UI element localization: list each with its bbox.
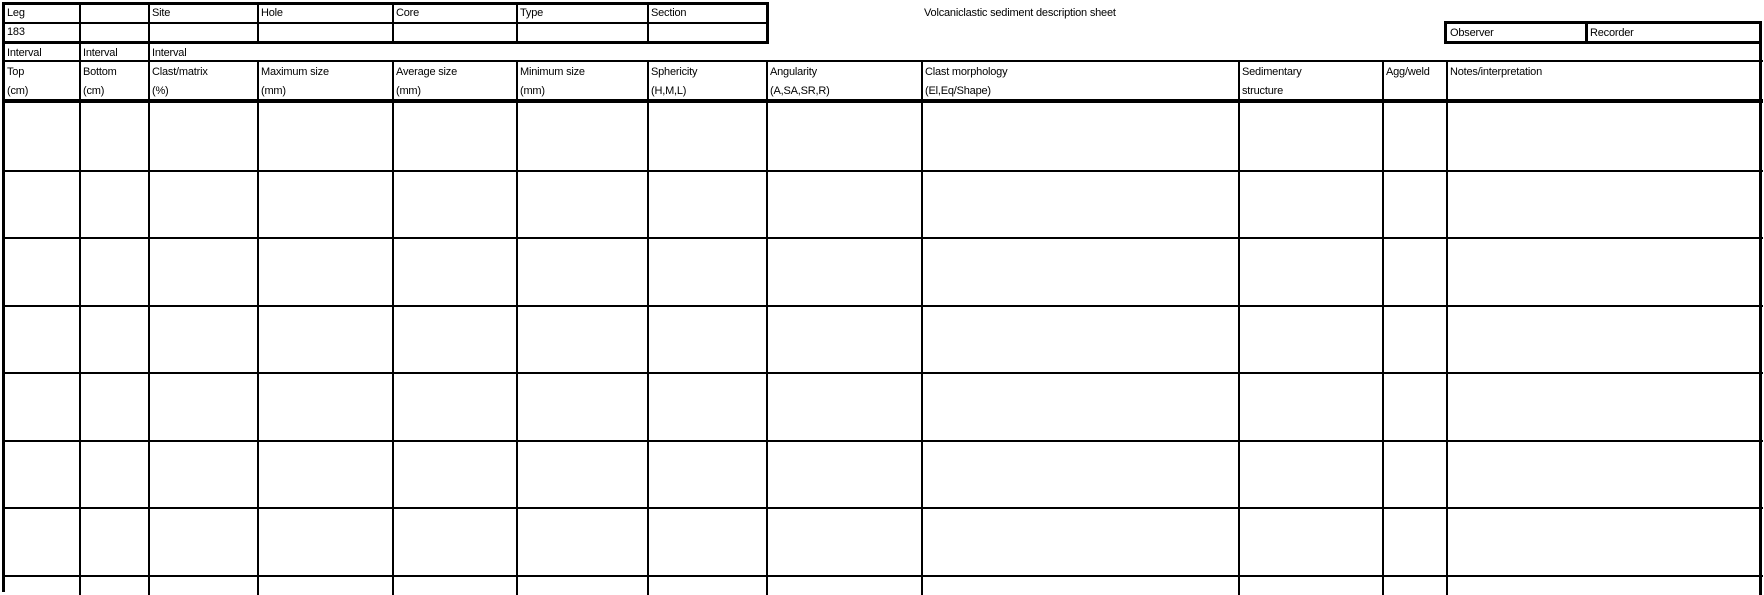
entry-cell[interactable] [260,374,391,438]
entry-cell[interactable] [6,172,78,236]
entry-cell[interactable] [924,509,1237,573]
col-0-unit: (cm) [7,85,29,97]
entry-cell[interactable] [769,509,920,573]
sheet-left-border [2,2,5,592]
id-block-right-border [766,2,769,44]
column-divider [392,62,394,595]
column-divider [148,62,150,595]
col-0-header: Top [7,66,25,78]
label-site: Site [152,7,171,19]
value-leg: 183 [7,26,25,38]
entry-cell[interactable] [650,172,765,236]
entry-cell[interactable] [924,577,1237,595]
col-6-header: Sphericity [651,66,698,78]
entry-cell[interactable] [1385,442,1445,506]
entry-cell[interactable] [260,442,391,506]
entry-cell[interactable] [519,104,646,168]
entry-cell[interactable] [924,104,1237,168]
entry-cell[interactable] [151,239,256,303]
entry-cell[interactable] [151,172,256,236]
label-leg: Leg [7,7,25,19]
field-type[interactable] [519,25,644,40]
recorder-box-right [1759,21,1762,44]
entry-cell[interactable] [769,104,920,168]
col-2-header: Clast/matrix [152,66,208,78]
column-divider [1238,62,1240,595]
entry-cell[interactable] [6,577,78,595]
entry-cell[interactable] [769,374,920,438]
col-3-header: Maximum size [261,66,329,78]
entry-cell[interactable] [1241,442,1381,506]
entry-cell[interactable] [1385,239,1445,303]
entry-cell[interactable] [151,374,256,438]
entry-cell[interactable] [1241,172,1381,236]
entry-cell[interactable] [6,239,78,303]
entry-cell[interactable] [82,374,147,438]
entry-cell[interactable] [924,239,1237,303]
entry-cell[interactable] [1241,374,1381,438]
entry-cell[interactable] [650,104,765,168]
col-8-unit: (El,Eq/Shape) [925,85,991,97]
header-band-bottom [2,99,1763,103]
column-divider [79,62,81,595]
column-divider [921,62,923,595]
field-section[interactable] [650,25,763,40]
entry-cell[interactable] [6,442,78,506]
entry-cell[interactable] [260,172,391,236]
entry-cell[interactable] [82,307,147,371]
entry-cell[interactable] [1385,172,1445,236]
label-core: Core [396,7,420,19]
col-1-header: Bottom [83,66,117,78]
id-block-divider [647,4,649,42]
id-block-mid-line [2,22,768,24]
label-type: Type [520,7,544,19]
label-hole: Hole [261,7,283,19]
col-4-header: Average size [396,66,457,78]
label-section: Section [651,7,687,19]
entry-cell[interactable] [1449,104,1760,168]
entry-cell[interactable] [395,104,515,168]
id-block-divider [392,4,394,42]
entry-cell[interactable] [82,239,147,303]
column-divider [257,62,259,595]
entry-cell[interactable] [395,307,515,371]
entry-cell[interactable] [1385,374,1445,438]
entry-cell[interactable] [1449,307,1760,371]
entry-cell[interactable] [924,307,1237,371]
entry-cell[interactable] [1449,509,1760,573]
col-9-unit: structure [1242,85,1283,97]
entry-cell[interactable] [1385,104,1445,168]
col-5-unit: (mm) [520,85,545,97]
entry-cell[interactable] [1241,307,1381,371]
entry-cell[interactable] [769,172,920,236]
entry-cell[interactable] [769,307,920,371]
entry-cell[interactable] [1241,239,1381,303]
id-block-divider [257,4,259,42]
col-2-group-label: Interval [152,47,187,59]
column-divider [766,62,768,595]
entry-cell[interactable] [1449,374,1760,438]
entry-cell[interactable] [650,442,765,506]
col-7-header: Angularity [770,66,817,78]
col-0-group-label: Interval [7,47,42,59]
field-core[interactable] [395,25,513,40]
entry-cell[interactable] [519,374,646,438]
col-11-header: Notes/interpretation [1450,66,1542,78]
entry-cell[interactable] [395,239,515,303]
entry-cell[interactable] [650,577,765,595]
entry-cell[interactable] [395,509,515,573]
column-divider [516,62,518,595]
field-hole[interactable] [260,25,389,40]
entry-cell[interactable] [650,509,765,573]
observer-box-bottom [1444,41,1762,44]
col-5-header: Minimum size [520,66,585,78]
entry-cell[interactable] [1449,239,1760,303]
field-site[interactable] [151,25,254,40]
entry-cell[interactable] [260,509,391,573]
entry-cell[interactable] [1385,307,1445,371]
entry-cell[interactable] [650,374,765,438]
col-9-header: Sedimentary [1242,66,1302,78]
entry-cell[interactable] [1241,509,1381,573]
entry-cell[interactable] [151,307,256,371]
col-7-unit: (A,SA,SR,R) [770,85,830,97]
interval-divider [148,44,150,62]
entry-cell[interactable] [924,172,1237,236]
entry-cell[interactable] [769,442,920,506]
col-6-unit: (H,M,L) [651,85,687,97]
entry-cell[interactable] [151,577,256,595]
col-2-unit: (%) [152,85,169,97]
entry-cell[interactable] [260,239,391,303]
entry-cell[interactable] [6,307,78,371]
entry-cell[interactable] [260,307,391,371]
entry-cell[interactable] [1241,104,1381,168]
entry-cell[interactable] [6,374,78,438]
col-4-unit: (mm) [396,85,421,97]
observer-field[interactable] [1447,24,1585,41]
observer-label: Observer [1450,27,1494,39]
column-divider [647,62,649,595]
col-1-group-label: Interval [83,47,118,59]
entry-cell[interactable] [519,577,646,595]
column-divider [1382,62,1384,595]
entry-cell[interactable] [924,374,1237,438]
entry-cell[interactable] [82,172,147,236]
entry-cell[interactable] [769,239,920,303]
entry-cell[interactable] [924,442,1237,506]
entry-cell[interactable] [1449,442,1760,506]
entry-cell[interactable] [395,442,515,506]
entry-cell[interactable] [519,239,646,303]
col-10-header: Agg/weld [1386,66,1430,78]
column-divider [1446,62,1448,595]
entry-cell[interactable] [82,577,147,595]
entry-cell[interactable] [260,577,391,595]
header-band-line [2,60,1763,62]
entry-cell[interactable] [519,307,646,371]
entry-cell[interactable] [1449,172,1760,236]
entry-cell[interactable] [1449,577,1760,595]
entry-cell[interactable] [260,104,391,168]
entry-cell[interactable] [519,442,646,506]
entry-cell[interactable] [395,577,515,595]
col-8-header: Clast morphology [925,66,1008,78]
entry-cell[interactable] [650,239,765,303]
recorder-field[interactable] [1588,24,1759,41]
id-block-divider [516,4,518,42]
entry-cell[interactable] [151,509,256,573]
col-1-unit: (cm) [83,85,105,97]
entry-cell[interactable] [1241,577,1381,595]
entry-cell[interactable] [6,104,78,168]
entry-cell[interactable] [6,509,78,573]
recorder-label: Recorder [1590,27,1634,39]
entry-cell[interactable] [1385,509,1445,573]
id-block-divider [148,4,150,42]
entry-cell[interactable] [82,509,147,573]
field-blank[interactable] [82,25,145,40]
entry-cell[interactable] [395,374,515,438]
interval-divider [79,44,81,62]
entry-cell[interactable] [82,104,147,168]
id-block-divider [79,4,81,42]
id-block-bottom-border [2,41,768,44]
entry-cell[interactable] [151,442,256,506]
entry-cell[interactable] [769,577,920,595]
col-3-unit: (mm) [261,85,286,97]
entry-cell[interactable] [82,442,147,506]
id-block-top-border [2,2,768,5]
entry-cell[interactable] [395,172,515,236]
entry-cell[interactable] [519,172,646,236]
entry-cell[interactable] [650,307,765,371]
entry-cell[interactable] [519,509,646,573]
sheet-title: Volcaniclastic sediment description sheet [924,7,1116,19]
entry-cell[interactable] [151,104,256,168]
entry-cell[interactable] [1385,577,1445,595]
